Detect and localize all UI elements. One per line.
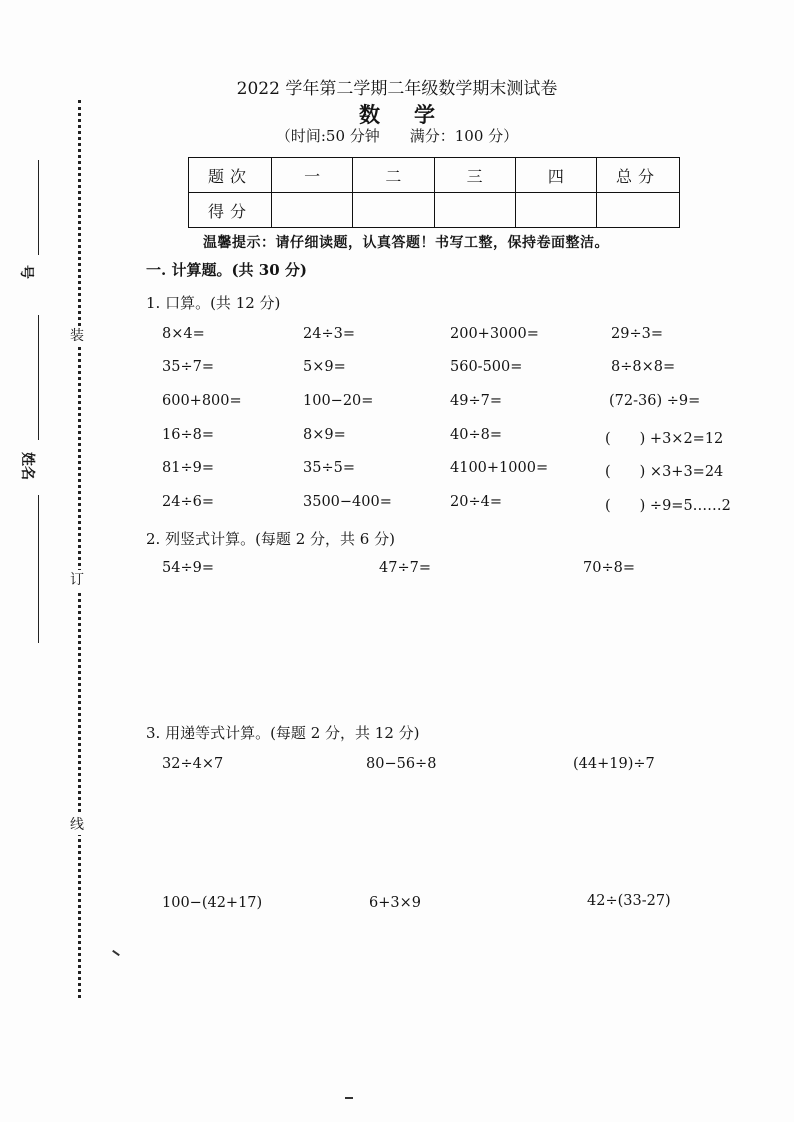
- oral-item: 8×4=: [162, 326, 205, 342]
- oral-item: 29÷3=: [611, 326, 663, 342]
- subject-title: 数学: [359, 102, 469, 127]
- score-input-cell[interactable]: [353, 193, 434, 228]
- vertical-calc-item: 54÷9=: [162, 560, 214, 576]
- oral-item-blank[interactable]: ( ) ×3+3=24: [605, 464, 724, 480]
- stepwise-calc-item: 6+3×9: [369, 895, 421, 911]
- oral-item-blank[interactable]: ( ) ÷9=5……2: [605, 498, 731, 514]
- scan-mark: [345, 1097, 353, 1099]
- oral-item: 40÷8=: [450, 427, 502, 443]
- name-field-line: [38, 315, 39, 440]
- score-table: [188, 157, 680, 228]
- exam-title: 2022 学年第二学期二年级数学期末测试卷: [236, 79, 558, 99]
- oral-item: 5×9=: [303, 359, 346, 375]
- oral-item: 560-500=: [450, 359, 523, 375]
- stepwise-calc-item: 32÷4×7: [162, 756, 224, 772]
- number-field-label: 号: [18, 265, 34, 279]
- oral-item: 20÷4=: [450, 494, 502, 510]
- question-title: 3. 用递等式计算。(每题 2 分，共 12 分): [146, 724, 420, 742]
- score-input-cell[interactable]: [515, 193, 596, 228]
- stepwise-calc-item: 42÷(33-27): [587, 893, 671, 909]
- binding-char-ding: 订: [70, 572, 84, 588]
- oral-item: 16÷8=: [162, 427, 214, 443]
- oral-item-blank[interactable]: ( ) +3×2=12: [605, 431, 724, 447]
- stepwise-calc-item: 80−56÷8: [366, 756, 437, 772]
- name-field-label: 姓名: [19, 452, 35, 480]
- oral-item: 81÷9=: [162, 460, 214, 476]
- binding-char-zhuang: 装: [70, 328, 84, 344]
- score-table-cell: 得分: [189, 193, 272, 228]
- question-title: 2. 列竖式计算。(每题 2 分，共 6 分): [146, 530, 395, 548]
- oral-item: 24÷3=: [303, 326, 355, 342]
- oral-item: (72-36) ÷9=: [609, 393, 701, 409]
- score-table-score-row: [189, 193, 680, 228]
- number-field-line: [38, 160, 39, 255]
- score-table-cell: 总分: [597, 158, 680, 193]
- tip-text: 温馨提示：请仔细读题，认真答题！书写工整，保持卷面整洁。: [203, 235, 609, 251]
- score-table-cell: 四: [515, 158, 596, 193]
- score-table-header-row: [189, 158, 680, 193]
- oral-item: 8÷8×8=: [611, 359, 676, 375]
- oral-item: 49÷7=: [450, 393, 502, 409]
- score-input-cell[interactable]: [597, 193, 680, 228]
- stepwise-calc-item: (44+19)÷7: [573, 756, 655, 772]
- binding-dotted-line: [78, 100, 81, 998]
- score-table-cell: 题次: [189, 158, 272, 193]
- oral-item: 8×9=: [303, 427, 346, 443]
- scan-mark: [112, 950, 120, 956]
- oral-item: 24÷6=: [162, 494, 214, 510]
- section-title: 一. 计算题。(共 30 分): [146, 261, 307, 279]
- time-info: （时间:50 分钟 满分：100 分）: [275, 127, 519, 145]
- binding-char-xian: 线: [70, 817, 84, 833]
- vertical-calc-item: 47÷7=: [379, 560, 431, 576]
- oral-item: 3500−400=: [303, 494, 392, 510]
- vertical-calc-item: 70÷8=: [583, 560, 635, 576]
- oral-item: 35÷7=: [162, 359, 214, 375]
- oral-item: 600+800=: [162, 393, 242, 409]
- oral-item: 35÷5=: [303, 460, 355, 476]
- oral-item: 100−20=: [303, 393, 374, 409]
- oral-item: 200+3000=: [450, 326, 539, 342]
- score-input-cell[interactable]: [272, 193, 353, 228]
- oral-item: 4100+1000=: [450, 460, 549, 476]
- score-table-cell: 二: [353, 158, 434, 193]
- score-table-cell: 一: [272, 158, 353, 193]
- question-title: 1. 口算。(共 12 分): [146, 294, 281, 312]
- score-table-cell: 三: [434, 158, 515, 193]
- stepwise-calc-item: 100−(42+17): [162, 895, 263, 911]
- score-input-cell[interactable]: [434, 193, 515, 228]
- class-field-line: [38, 495, 39, 643]
